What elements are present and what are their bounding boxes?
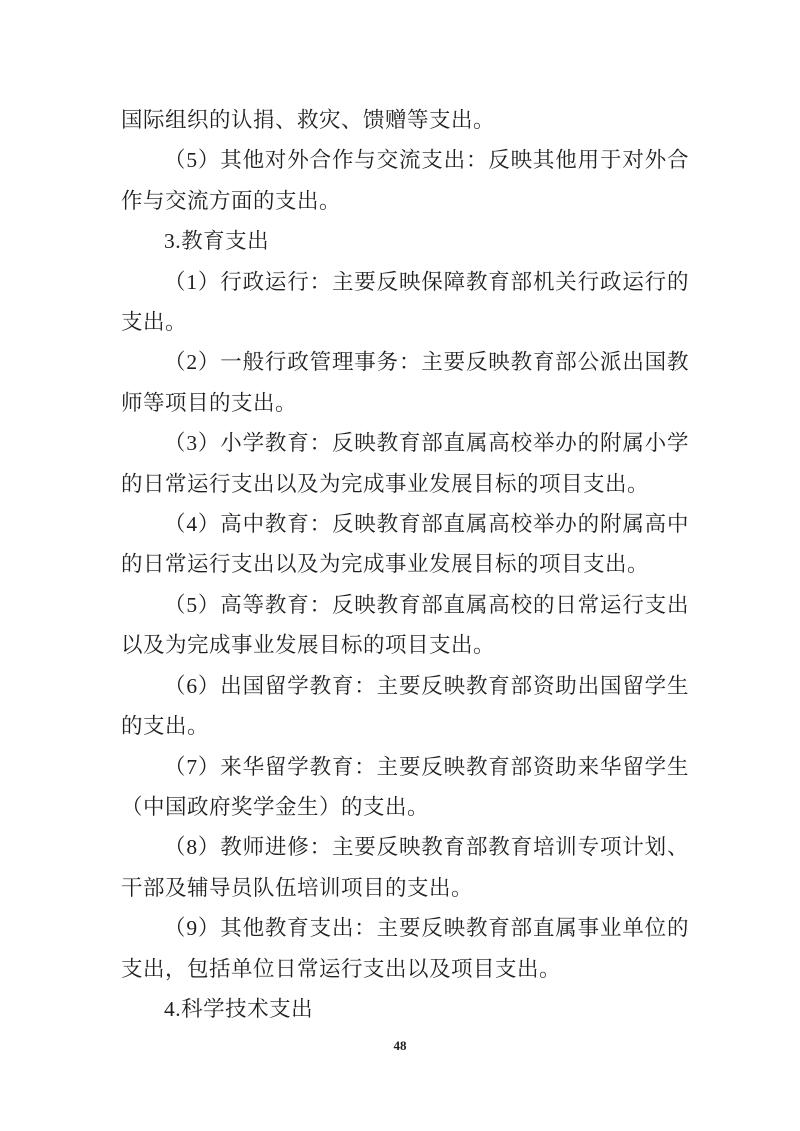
para-item9-other-education-expenditure: （9）其他教育支出：主要反映教育部直属事业单位的支出，包括单位日常运行支出以及项目支出。 [121, 916, 689, 981]
para-item1-administrative-operation: （1）行政运行：主要反映保障教育部机关行政运行的支出。 [121, 269, 689, 335]
para-item7-international-students-in-china: （7）来华留学教育：主要反映教育部资助来华留学生（中国政府奖学金生）的支出。 [121, 754, 689, 819]
para-intl-donations-continued: 国际组织的认捐、救灾、馈赠等支出。 [121, 108, 496, 132]
page-number: 48 [393, 1038, 407, 1053]
para-item8-teacher-training: （8）教师进修：主要反映教育部教育培训专项计划、干部及辅导员队伍培训项目的支出。 [121, 835, 689, 900]
document-body [121, 100, 689, 1029]
para-item4-high-school-education: （4）高中教育：反映教育部直属高校举办的附属高中的日常运行支出以及为完成事业发展目标的项目支出。 [121, 512, 689, 577]
heading-4-science-technology-expenditure: 4.科学技术支出 [164, 996, 314, 1021]
para-item5-higher-education: （5）高等教育：反映教育部直属高校的日常运行支出以及为完成事业发展目标的项目支出。 [121, 592, 689, 658]
para-item5-other-foreign-cooperation-expenditure: （5）其他对外合作与交流支出：反映其他用于对外合作与交流方面的支出。 [121, 148, 689, 213]
heading-3-education-expenditure: 3.教育支出 [164, 229, 270, 254]
para-item3-primary-education: （3）小学教育：反映教育部直属高校举办的附属小学的日常运行支出以及为完成事业发展目标的项目支出。 [121, 431, 689, 496]
para-item6-study-abroad-education: （6）出国留学教育：主要反映教育部资助出国留学生的支出。 [121, 673, 689, 739]
para-item2-general-admin-affairs: （2）一般行政管理事务：主要反映教育部公派出国教师等项目的支出。 [121, 350, 689, 415]
